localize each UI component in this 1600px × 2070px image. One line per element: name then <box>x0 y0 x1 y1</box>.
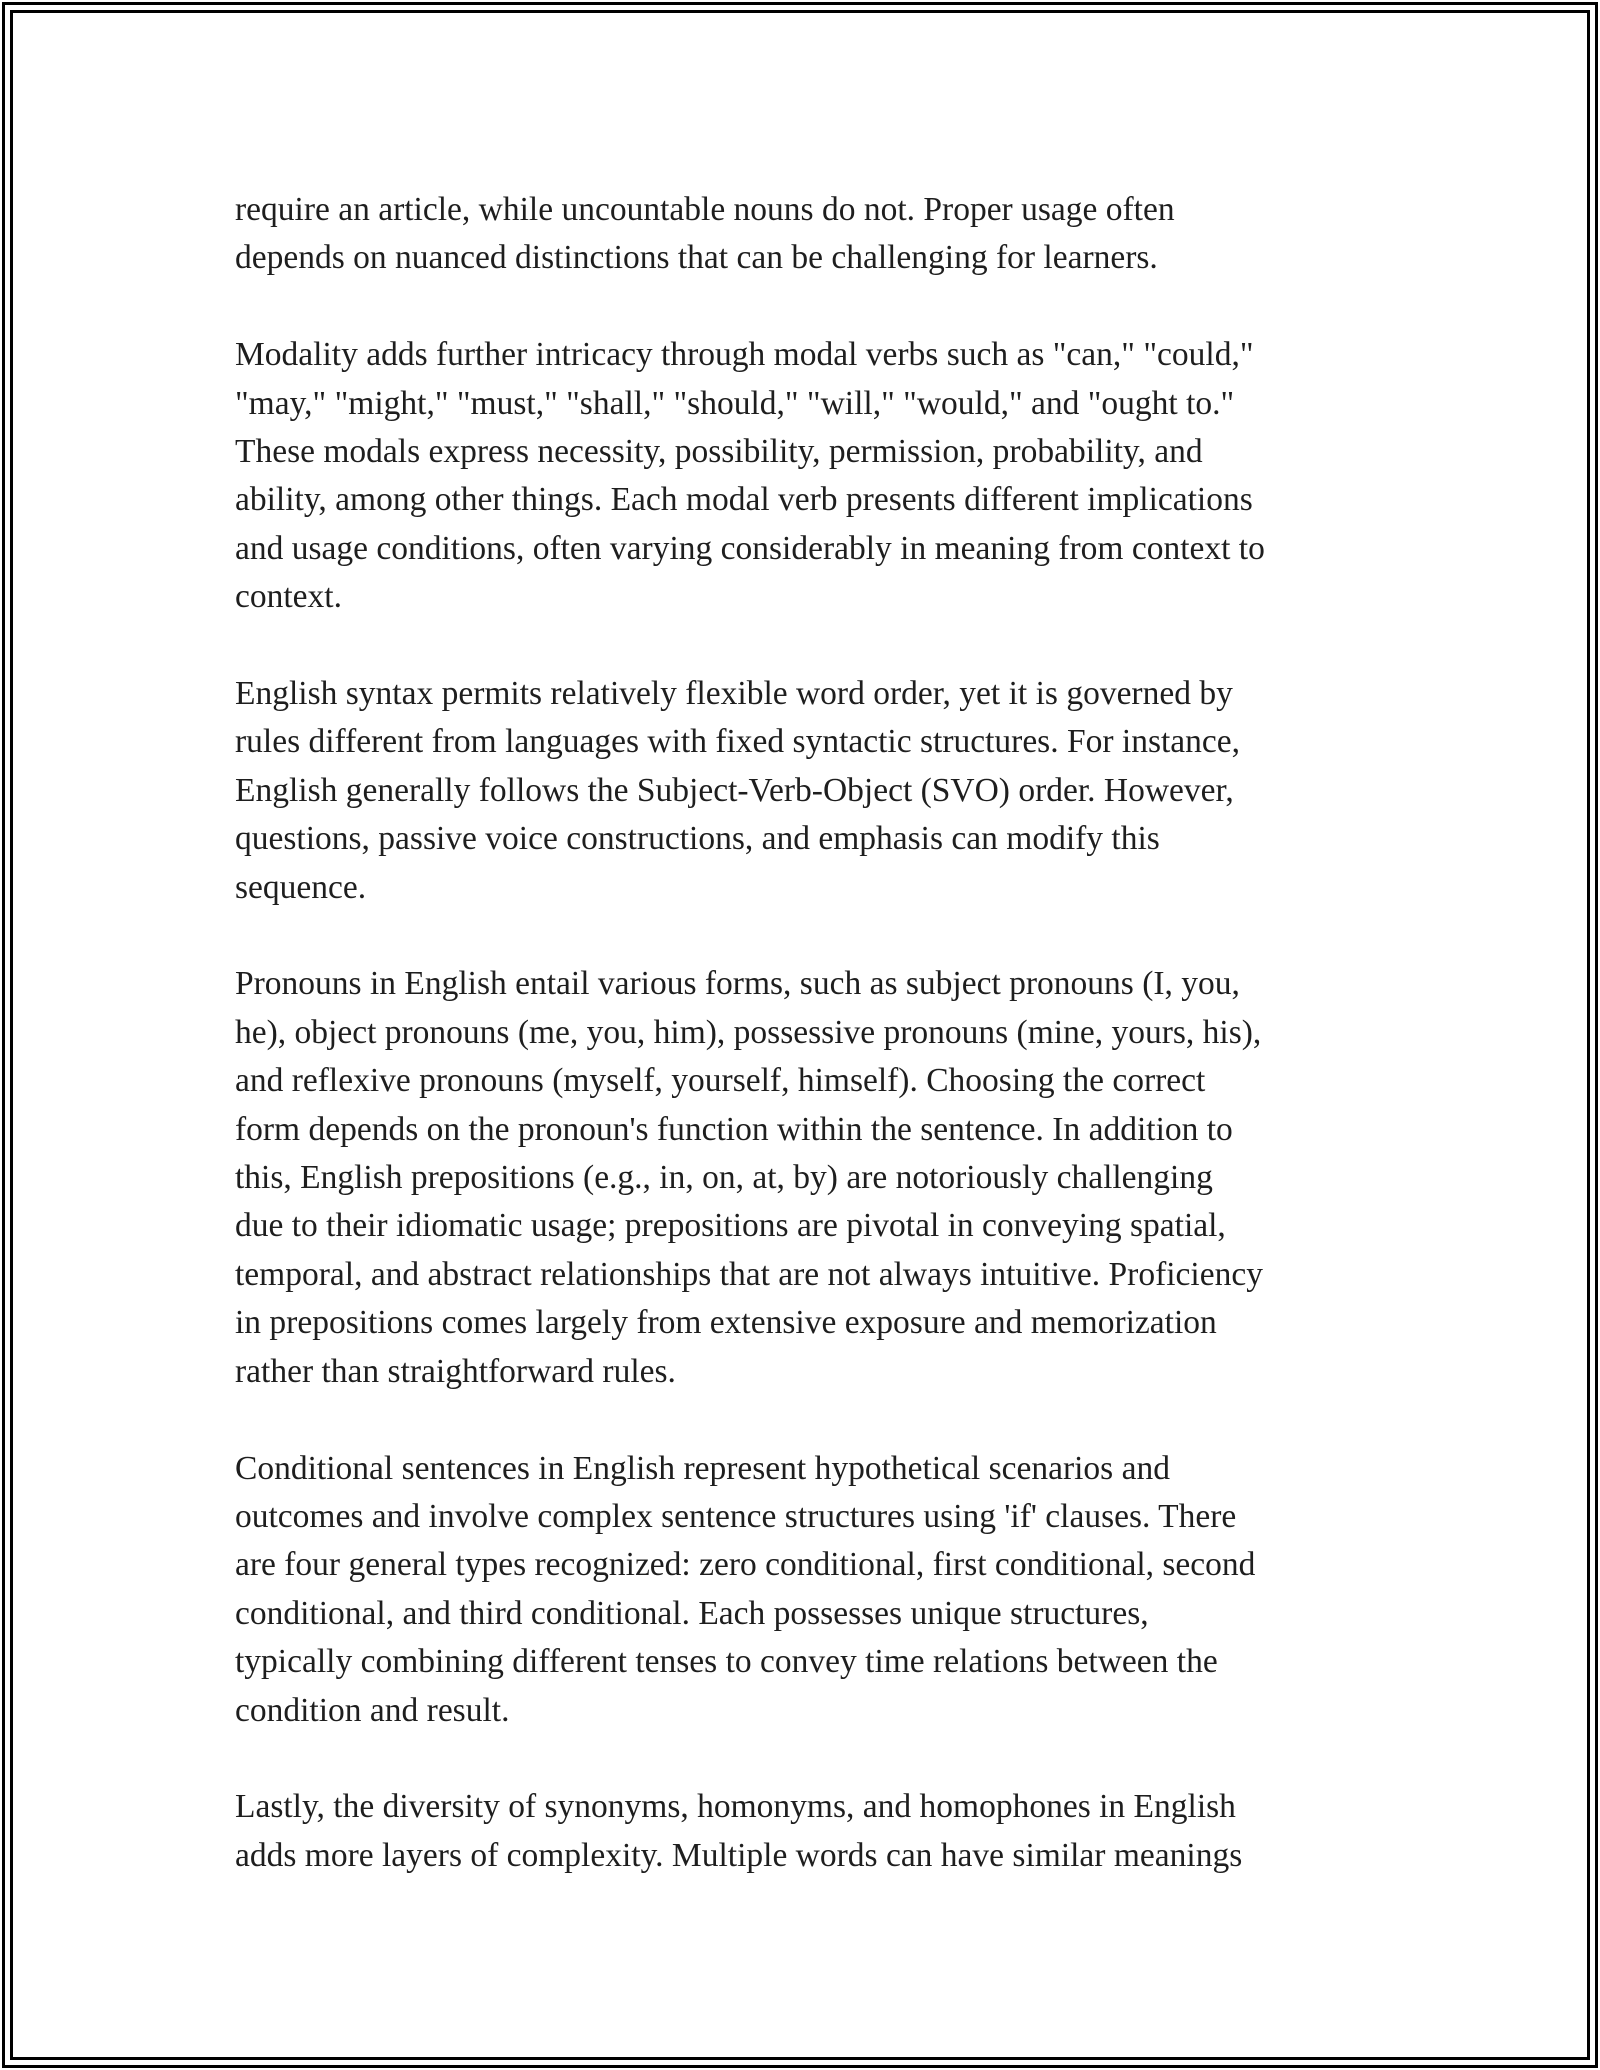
text-line: adds more layers of complexity. Multiple words can have similar meanings <box>235 1836 1243 1874</box>
text-line: Modality adds further intricacy through modal verbs such as "can," "could," <box>235 336 1254 374</box>
text-line: context. <box>235 578 342 616</box>
text-line: conditional, and third conditional. Each possesses unique structures, <box>235 1594 1149 1632</box>
text-line: These modals express necessity, possibility, permission, probability, and <box>235 433 1203 471</box>
text-line: in prepositions comes largely from extensive exposure and memorization <box>235 1304 1217 1342</box>
text-line: depends on nuanced distinctions that can be challenging for learners. <box>235 239 1158 277</box>
paragraph-syntax <box>235 670 1375 912</box>
text-line: require an article, while uncountable nouns do not. Proper usage often <box>235 191 1175 228</box>
text-line: condition and result. <box>235 1691 510 1729</box>
text-line: form depends on the pronoun's function within the sentence. In addition to <box>235 1110 1233 1148</box>
text-line: questions, passive voice constructions, and emphasis can modify this <box>235 820 1160 858</box>
document-body <box>235 186 1375 1929</box>
text-line: outcomes and involve complex sentence structures using 'if' clauses. There <box>235 1497 1237 1535</box>
paragraph-pronouns <box>235 960 1375 1396</box>
paragraph-articles <box>235 186 1375 283</box>
text-line: and usage conditions, often varying considerably in meaning from context to <box>235 529 1265 567</box>
text-line: temporal, and abstract relationships that are not always intuitive. Proficiency <box>235 1255 1263 1293</box>
text-line: Pronouns in English entail various forms, such as subject pronouns (I, you, <box>235 965 1240 1003</box>
text-line: rules different from languages with fixed syntactic structures. For instance, <box>235 723 1241 761</box>
text-line: are four general types recognized: zero conditional, first conditional, second <box>235 1546 1256 1584</box>
paragraph-synonyms <box>235 1783 1375 1880</box>
text-line: sequence. <box>235 868 367 906</box>
text-line: English syntax permits relatively flexible word order, yet it is governed by <box>235 675 1233 713</box>
text-line: "may," "might," "must," "shall," "should," "will," "would," and "ought to." <box>235 384 1235 422</box>
paragraph-conditionals <box>235 1445 1375 1735</box>
text-line: this, English prepositions (e.g., in, on, at, by) are notoriously challenging <box>235 1159 1213 1197</box>
text-line: Lastly, the diversity of synonyms, homonyms, and homophones in English <box>235 1788 1236 1826</box>
text-line: he), object pronouns (me, you, him), possessive pronouns (mine, yours, his), <box>235 1013 1262 1051</box>
text-line: English generally follows the Subject-Verb-Object (SVO) order. However, <box>235 771 1234 809</box>
text-line: rather than straightforward rules. <box>235 1352 676 1390</box>
text-line: due to their idiomatic usage; prepositions are pivotal in conveying spatial, <box>235 1207 1226 1245</box>
text-line: ability, among other things. Each modal verb presents different implications <box>235 481 1253 519</box>
text-line: typically combining different tenses to convey time relations between the <box>235 1643 1218 1681</box>
paragraph-modality <box>235 331 1375 621</box>
text-line: Conditional sentences in English represent hypothetical scenarios and <box>235 1449 1170 1487</box>
text-line: and reflexive pronouns (myself, yourself, himself). Choosing the correct <box>235 1062 1206 1100</box>
